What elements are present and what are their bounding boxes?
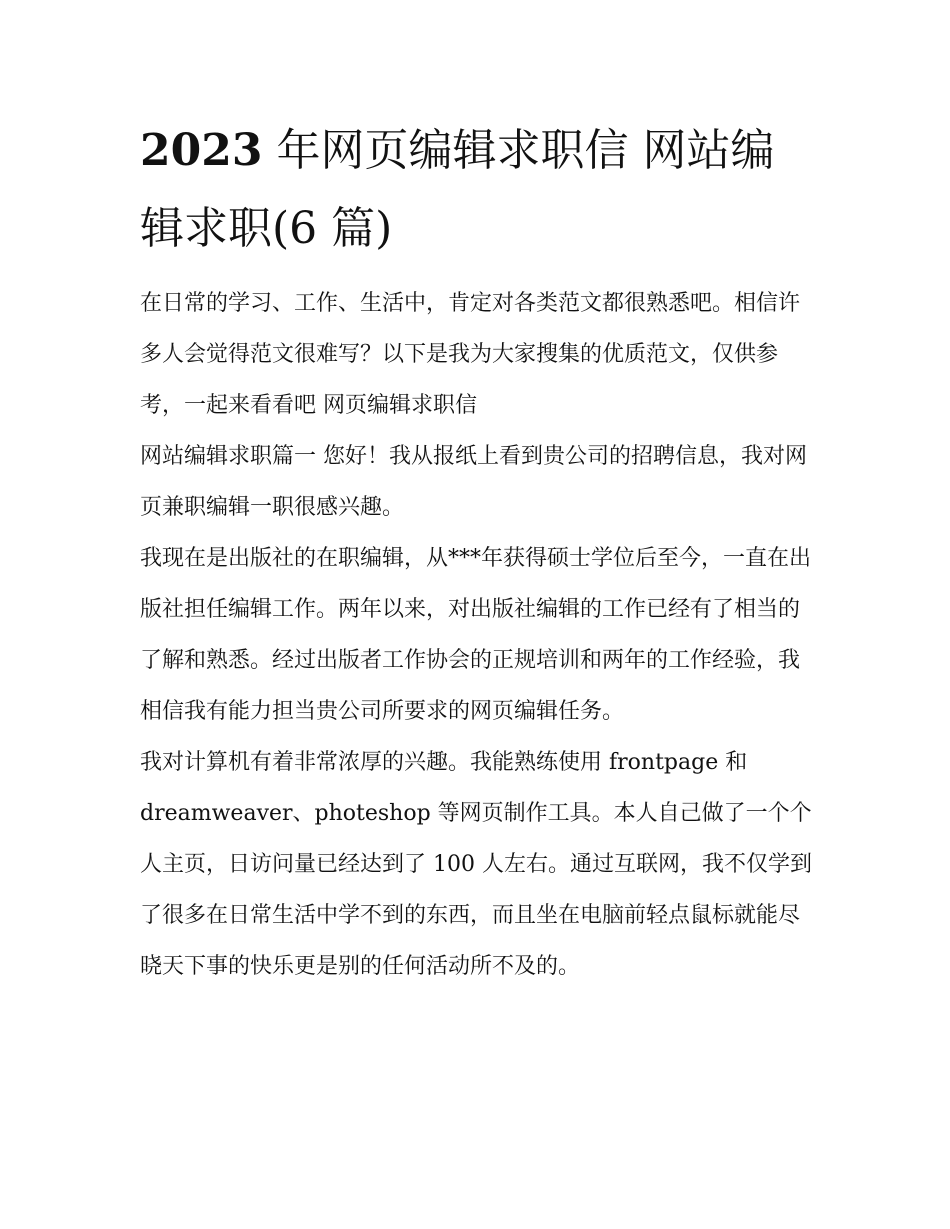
title-year: 2023: [140, 125, 263, 176]
title-text: 年网页编辑求职信 网站编辑求职(6 篇): [140, 125, 775, 254]
document-title: [140, 112, 812, 268]
paragraph-greeting: 网站编辑求职篇一 您好！我从报纸上看到贵公司的招聘信息，我对网页兼职编辑一职很感兴趣。: [140, 444, 807, 520]
paragraph-experience: 我现在是出版社的在职编辑，从***年获得硕士学位后至今，一直在出版社担任编辑工作。两年以来，对出版社编辑的工作已经有了相当的了解和熟悉。经过出版者工作协会的正规培训和两年的工作经验，我相信我有能力担当贵公司所要求的网页编辑任务。: [140, 546, 812, 724]
paragraph-skills: 我对计算机有着非常浓厚的兴趣。我能熟练使用 frontpage 和 dreamweaver、photeshop 等网页制作工具。本人自己做了一个个人主页，日访问量已经达到了 100 人左右。通过互联网，我不仅学到了很多在日常生活中学不到的东西，而且坐在电脑前轻点鼠标就能尽晓天下事的快乐更是别的任何活动所不及的。: [140, 750, 812, 979]
document-body: [140, 112, 812, 992]
paragraph-intro: 在日常的学习、工作、生活中，肯定对各类范文都很熟悉吧。相信许多人会觉得范文很难写？以下是我为大家搜集的优质范文，仅供参考，一起来看看吧 网页编辑求职信: [140, 291, 801, 418]
